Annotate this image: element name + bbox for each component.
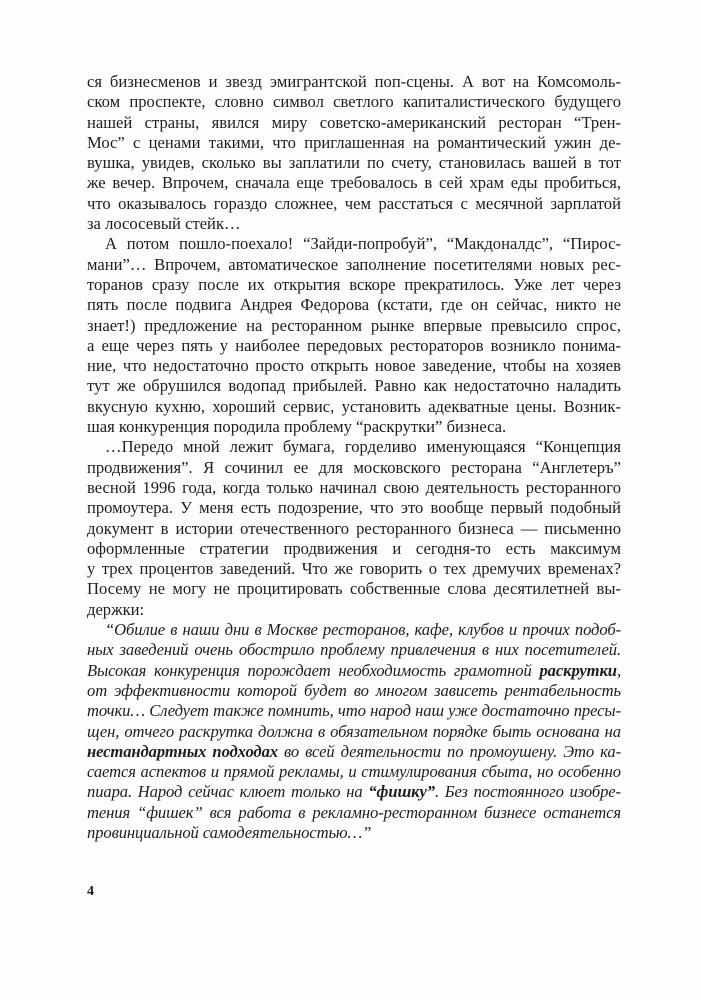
quote-text: “Обилие в наши дни в Москве ресторанов, кафе, клубов и прочих подоб- [105,620,621,640]
quote-line [87,823,621,843]
text-line: ние, что недостаточно просто открыть новое заведение, чтобы на хозяев [87,356,621,376]
quote-line [87,661,621,681]
quote-line [87,620,621,640]
text-line: нашей страны, явился миру советско-американский ресторан “Трен- [87,112,621,132]
text-line: что оказывалось гораздо сложнее, чем расстаться с месячной зарплатой [87,193,621,213]
text-line: оформленные стратегии продвижения и сегодня-то есть максимум [87,538,621,558]
quote-text: во всей деятельности по промоушену. Это ка- [277,741,622,761]
text-line: вкусную кухню, хороший сервис, установить адекватные цены. Возник- [87,396,621,416]
quote-text: пиара. Народ сейчас клюет только на [87,782,369,802]
quote-text: . Без постоянного изобре- [434,782,621,802]
text-line: Посему не могу не процитировать собственные слова десятилетней вы- [87,579,621,599]
emphasis-text: раскрутки [539,660,617,680]
text-line: вушка, увидев, сколько вы заплатили по счету, становилась вашей в тот [87,153,621,173]
quote-text: провинциальной самодеятельностью…” [87,822,372,842]
quote-text: Высокая конкуренция порождает необходимость грамотной [87,660,540,680]
paragraph-koncepciya [87,437,621,620]
quote-line [87,762,621,782]
quote-text: тения “фишек” вся работа в рекламно-ресторанном бизнесе останется [87,802,621,822]
text-line: промоутера. У меня есть подозрение, что это вообще первый подобный [87,498,621,518]
quote-line [87,803,621,823]
paragraphs [87,72,621,620]
page-number: 4 [87,884,94,899]
emphasis-text: нестандартных подходах [87,741,278,761]
text-line: шая конкуренция породила проблему “раскрутки” бизнеса. [87,417,507,437]
body-text [87,72,621,843]
quote-line [87,742,621,762]
quote-line [87,640,621,660]
quote-text: ных заведений очень обострило проблему привлечения в них посетителей. [87,640,621,660]
quote-line [87,701,621,721]
text-line: …Передо мной лежит бумага, горделиво именующаяся “Концепция [105,437,621,457]
text-line: ся бизнесменов и звезд эмигрантской поп-сцены. А вот на Комсомоль- [87,72,621,91]
text-line: держки: [87,599,145,619]
text-line: А потом пошло-поехало! “Зайди-попробуй”, “Макдоналдс”, “Пирос- [105,234,621,254]
paragraph-tren-mos [87,72,621,234]
quote-text: точки… Следует также помнить, что народ наш уже достаточно пресы- [87,701,621,721]
block-quote [87,620,621,843]
text-line: тут же обрушился водопад прибылей. Равно как недостаточно наладить [87,376,621,396]
text-line: весной 1996 года, когда только начинал свою деятельность ресторанного [87,477,621,497]
quote-text: , [616,660,621,680]
text-line: же вечер. Впрочем, сначала еще требовалось в сей храм еды пробиться, [87,173,621,193]
quote-text: щен, отчего раскрутка должна в обязательном порядке быть основана на [87,721,621,741]
text-line: Мос” с ценами такими, что приглашенная на романтический ужин де- [87,132,621,152]
quote-line [87,681,621,701]
text-line: пять после подвига Андрея Федорова (кстати, где он сейчас, никто не [87,295,621,315]
quote-text: сается аспектов и прямой рекламы, и стимулирования сбыта, но особенно [87,762,621,782]
quote-text: от эффективности которой будет во многом зависеть рентабельность [87,680,621,700]
text-line: продвижения”. Я сочинил ее для московского ресторана “Англетеръ” [87,457,621,477]
text-line: ском проспекте, словно символ светлого капиталистического будущего [87,92,621,112]
text-line: торанов сразу после их открытия вскоре прекратилось. Уже лет через [87,274,621,294]
text-line: документ в истории отечественного ресторанного бизнеса — письменно [87,518,621,538]
text-line: мани”… Впрочем, автоматическое заполнение посетителями новых рес- [87,254,621,274]
emphasis-text: “фишку” [368,782,435,802]
text-line: знает!) предложение на ресторанном рынке впервые превысило спрос, [87,315,621,335]
text-line: за лососевый стейк… [87,214,241,234]
quote-line [87,722,621,742]
text-line: а еще через пять у наиболее передовых рестораторов возникло понима- [87,335,621,355]
quote-line [87,782,621,802]
paragraph-poshlo-poehalo [87,234,621,437]
text-line: у трех процентов заведений. Что же говорить о тех дремучих временах? [87,559,621,579]
